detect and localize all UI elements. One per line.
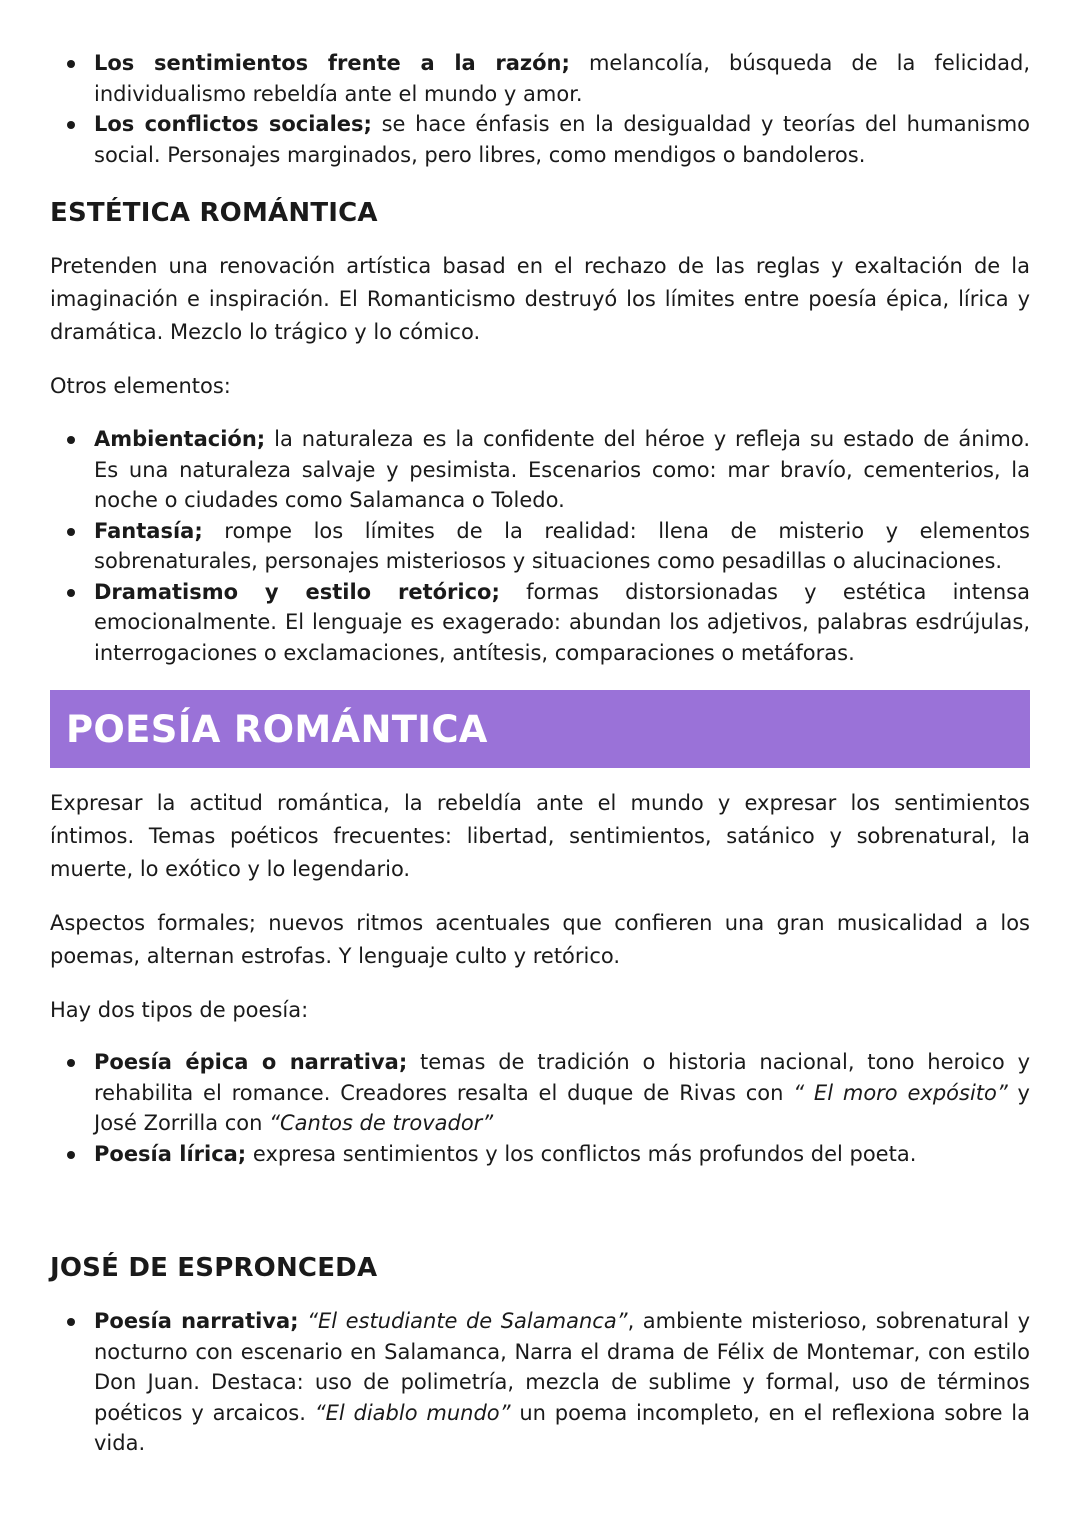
bold-term: Los conflictos sociales; — [94, 112, 372, 136]
list-item: Los conflictos sociales; se hace énfasis en la desigualdad y teorías del humanismo social. Personajes marginados, pero libres, como mendigos o bandoleros. — [94, 109, 1030, 170]
list-item: Fantasía; rompe los límites de la realidad: llena de misterio y elementos sobrenaturales, personajes misteriosos y situaciones como pesadillas o alucinaciones. — [94, 516, 1030, 577]
banner-title: POESÍA ROMÁNTICA — [66, 707, 488, 751]
estetica-paragraph: Pretenden una renovación artística basad en el rechazo de las reglas y exaltación de la imaginación e inspiración. El Romanticismo destruyó los límites entre poesía épica, lírica y dramática. Mezclo lo trágico y lo cómico. — [50, 254, 1030, 344]
work-title: “Cantos de trovador” — [269, 1111, 494, 1135]
poesia-bullet-list — [50, 1047, 1030, 1169]
bold-term: Los sentimientos frente a la razón; — [94, 51, 570, 75]
list-item: Dramatismo y estilo retórico; formas distorsionadas y estética intensa emocionalmente. El lenguaje es exagerado: abundan los adjetivos, palabras esdrújulas, interrogaciones o exclamaciones, antítesis, comparaciones o metáforas. — [94, 577, 1030, 669]
estetica-bullet-list — [50, 424, 1030, 668]
work-title: “El diablo mundo” — [314, 1400, 511, 1425]
top-bullet-list — [50, 48, 1030, 170]
bold-term: Fantasía; — [94, 518, 203, 543]
list-item: Poesía narrativa; “El estudiante de Salamanca”, ambiente misterioso, sobrenatural y nocturno con escenario en Salamanca, Narra el drama de Félix de Montemar, con estilo Don Juan. Destaca: uso de polimetría, mezcla de sublime y formal, uso de términos poéticos y arcaicos. “El diablo mundo” un poema incompleto, en el reflexiona sobre la vida. — [94, 1306, 1030, 1459]
section-banner-poesia — [50, 690, 1030, 768]
bold-term: Ambientación; — [94, 427, 266, 451]
list-item: Poesía épica o narrativa; temas de tradición o historia nacional, tono heroico y rehabilita el romance. Creadores resalta el duque de Rivas con “ El moro expósito” y José Zorrilla con “Cantos de trovador” — [94, 1047, 1030, 1139]
bold-term: Poesía épica o narrativa; — [94, 1050, 408, 1074]
list-item: Poesía lírica; expresa sentimientos y los conflictos más profundos del poeta. — [94, 1139, 1030, 1170]
section-heading-espronceda: JOSÉ DE ESPRONCEDA — [50, 1253, 378, 1283]
bold-term: Poesía narrativa; — [94, 1309, 299, 1333]
espronceda-bullet-list — [50, 1306, 1030, 1459]
list-item: Los sentimientos frente a la razón; melancolía, búsqueda de la felicidad, individualismo rebeldía ante el mundo y amor. — [94, 48, 1030, 109]
work-title: “El estudiante de Salamanca” — [307, 1309, 628, 1333]
section-heading-estetica: ESTÉTICA ROMÁNTICA — [50, 198, 378, 228]
otros-elementos-label: Otros elementos: — [50, 374, 231, 398]
bold-term: Poesía lírica; — [94, 1141, 247, 1166]
poesia-paragraph-1: Expresar la actitud romántica, la rebeldía ante el mundo y expresar los sentimientos íntimos. Temas poéticos frecuentes: libertad, sentimientos, satánico y sobrenatural, la muerte, lo exótico y lo legendario. — [50, 791, 1030, 881]
work-title: “ El moro expósito” — [793, 1080, 1008, 1105]
bold-term: Dramatismo y estilo retórico; — [94, 579, 500, 604]
list-item: Ambientación; la naturaleza es la confidente del héroe y refleja su estado de ánimo. Es una naturaleza salvaje y pesimista. Escenarios como: mar bravío, cementerios, la noche o ciudades como Salamanca o Toledo. — [94, 424, 1030, 516]
poesia-paragraph-3: Hay dos tipos de poesía: — [50, 998, 309, 1022]
document-page — [50, 48, 1030, 1459]
poesia-paragraph-2: Aspectos formales; nuevos ritmos acentuales que confieren una gran musicalidad a los poemas, alternan estrofas. Y lenguaje culto y retórico. — [50, 911, 1030, 968]
